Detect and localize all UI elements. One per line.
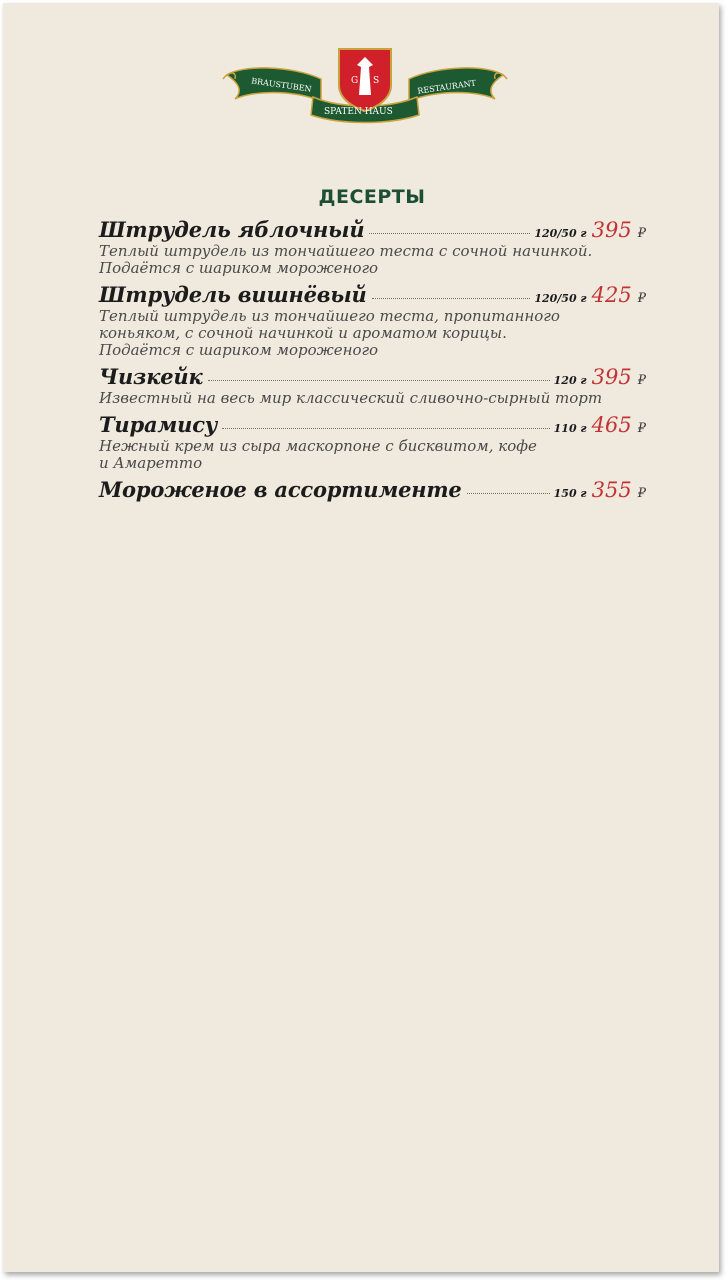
ruble-sign: ₽: [637, 486, 646, 501]
menu-item-row: [99, 279, 646, 310]
dot-leader: [222, 428, 549, 429]
dish-name: Штрудель яблочный: [99, 217, 365, 242]
dish-name: Чизкейк: [99, 364, 203, 389]
logo-text-braustuben: BRAUSTUBEN: [250, 76, 313, 94]
menu-item: [99, 361, 646, 407]
dish-weight: 120/50 г: [534, 227, 587, 240]
dish-description-line: Теплый штрудель из тончайшего теста, пропитанного: [99, 307, 560, 325]
dish-description-line: Подаётся с шариком мороженого: [99, 341, 379, 359]
ruble-sign: ₽: [637, 226, 646, 241]
menu-item-row: [99, 361, 646, 392]
menu-item-row: [99, 214, 646, 245]
dot-leader: [467, 493, 550, 494]
ruble-sign: ₽: [637, 421, 646, 436]
dish-weight: 150 г: [553, 487, 587, 500]
dish-name: Штрудель вишнёвый: [99, 282, 367, 307]
dish-name: Тирамису: [99, 412, 218, 437]
menu-item: [99, 474, 646, 505]
dish-price: 395: [591, 365, 632, 389]
dish-price: 465: [591, 413, 632, 437]
menu-page: [3, 3, 719, 1272]
ruble-sign: ₽: [637, 373, 646, 388]
dish-description-line: Нежный крем из сыра маскорпоне с бисквитом, кофе: [99, 437, 537, 455]
dish-name: Мороженое в ассортименте: [99, 477, 462, 502]
logo-text-restaurant: RESTAURANT: [416, 78, 477, 96]
dish-price: 425: [591, 283, 632, 307]
dish-description-line: Теплый штрудель из тончайшего теста с сочной начинкой.: [99, 242, 593, 260]
monogram-left: G: [351, 76, 359, 86]
dot-leader: [372, 298, 531, 299]
dish-price: 355: [591, 478, 632, 502]
dish-price: 395: [591, 218, 632, 242]
dish-weight: 120 г: [553, 374, 587, 387]
dot-leader: [369, 233, 530, 234]
menu-item: [99, 214, 646, 277]
spaten-haus-logo: [221, 45, 509, 125]
ruble-sign: ₽: [637, 291, 646, 306]
section-title: ДЕСЕРТЫ: [318, 186, 426, 208]
dish-description-line: Подаётся с шариком мороженого: [99, 259, 379, 277]
dish-weight: 110 г: [553, 422, 587, 435]
menu-list: [99, 214, 646, 505]
dish-description-line: Известный на весь мир классический сливочно-сырный торт: [99, 389, 603, 407]
menu-item-row: [99, 474, 646, 505]
dish-description-line: коньяком, с сочной начинкой и ароматом корицы.: [99, 324, 507, 342]
dish-weight: 120/50 г: [534, 292, 587, 305]
menu-item: [99, 409, 646, 472]
logo-text-spaten-haus: SPATEN·HAUS: [324, 107, 393, 117]
dish-description-line: и Амаретто: [99, 454, 203, 472]
monogram-right: S: [373, 76, 380, 86]
dot-leader: [208, 380, 550, 381]
menu-item: [99, 279, 646, 359]
menu-item-row: [99, 409, 646, 440]
